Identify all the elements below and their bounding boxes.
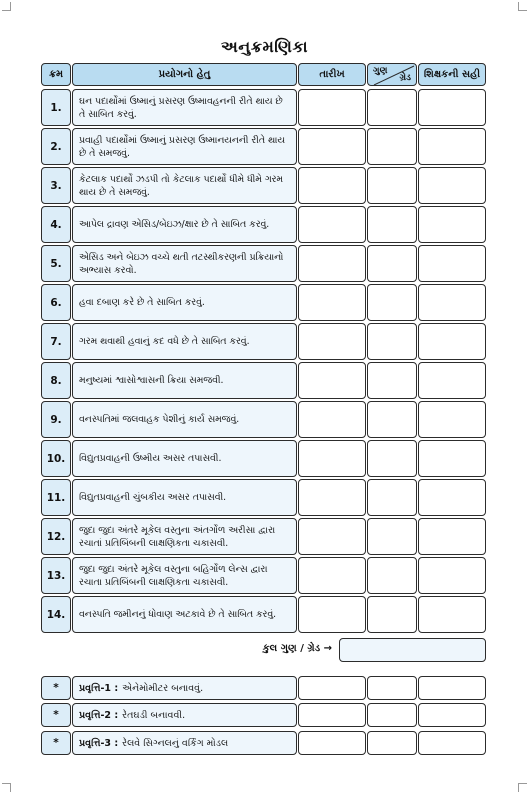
signature-cell[interactable] <box>418 401 486 438</box>
row-number: 5. <box>41 245 71 282</box>
marks-grade-cell[interactable] <box>367 245 417 282</box>
signature-cell[interactable] <box>418 440 486 477</box>
crop-mark-top-right <box>518 2 527 11</box>
marks-grade-cell[interactable] <box>367 596 417 633</box>
crop-mark-bottom-left <box>2 783 11 792</box>
marks-grade-cell[interactable] <box>367 128 417 165</box>
marks-grade-cell[interactable] <box>367 323 417 360</box>
total-grade-box[interactable] <box>339 638 486 662</box>
date-cell[interactable] <box>298 557 366 594</box>
signature-cell[interactable] <box>418 596 486 633</box>
row-number: 2. <box>41 128 71 165</box>
crop-mark-bottom-right <box>518 783 527 792</box>
marks-grade-cell[interactable] <box>367 401 417 438</box>
row-number: 1. <box>41 89 71 126</box>
marks-grade-cell[interactable] <box>367 206 417 243</box>
row-aim: જુદા જુદા અંતરે મૂકેલ વસ્તુના અંતર્ગોળ અરીસા દ્વારા રચાતાં પ્રતિબિંબની લાક્ષણિકતા ચકાસવી. <box>72 518 297 555</box>
date-cell[interactable] <box>298 362 366 399</box>
signature-cell[interactable] <box>418 245 486 282</box>
signature-cell[interactable] <box>418 206 486 243</box>
header-no: ક્રમ <box>41 63 71 86</box>
marks-grade-cell[interactable] <box>367 703 417 727</box>
marks-grade-cell[interactable] <box>367 362 417 399</box>
header-grade: ગ્રેડ <box>399 73 411 83</box>
header-aim: પ્રયોગનો હેતુ <box>72 63 297 86</box>
marks-grade-cell[interactable] <box>367 284 417 321</box>
row-number: 11. <box>41 479 71 516</box>
header-signature: શિક્ષકની સહી <box>418 63 486 86</box>
marks-grade-cell[interactable] <box>367 479 417 516</box>
header-date: તારીખ <box>298 63 366 86</box>
signature-cell[interactable] <box>418 167 486 204</box>
marks-grade-cell[interactable] <box>367 731 417 755</box>
activity-marker: * <box>41 703 71 727</box>
date-cell[interactable] <box>298 401 366 438</box>
date-cell[interactable] <box>298 479 366 516</box>
row-aim: પ્રવાહી પદાર્થોમાં ઉષ્માનું પ્રસરણ ઉષ્માનયનની રીતે થાય છે તે સમજવું. <box>72 128 297 165</box>
date-cell[interactable] <box>298 206 366 243</box>
activity-marker: * <box>41 731 71 755</box>
row-aim: મનુષ્યમાં શ્વાસોશ્વાસની ક્રિયા સમજવી. <box>72 362 297 399</box>
marks-grade-cell[interactable] <box>367 676 417 700</box>
activity-label: પ્રવૃત્તિ-3 : <box>79 737 119 749</box>
date-cell[interactable] <box>298 703 366 727</box>
activity-description: એનેમોમીટર બનાવવું. <box>122 682 204 694</box>
activity-text <box>72 676 297 700</box>
activity-description: રેલવે સિગ્નલનું વર્કિંગ મોડલ <box>122 737 229 749</box>
row-number: 7. <box>41 323 71 360</box>
row-number: 13. <box>41 557 71 594</box>
row-aim: વિદ્યુતપ્રવાહની ચુંબકીય અસર તપાસવી. <box>72 479 297 516</box>
row-number: 10. <box>41 440 71 477</box>
date-cell[interactable] <box>298 440 366 477</box>
row-aim: હવા દબાણ કરે છે તે સાબિત કરવું. <box>72 284 297 321</box>
row-number: 6. <box>41 284 71 321</box>
row-number: 9. <box>41 401 71 438</box>
row-number: 12. <box>41 518 71 555</box>
signature-cell[interactable] <box>418 362 486 399</box>
signature-cell[interactable] <box>418 731 486 755</box>
date-cell[interactable] <box>298 245 366 282</box>
activity-label: પ્રવૃત્તિ-2 : <box>79 709 119 721</box>
header-marks-grade <box>367 63 417 86</box>
date-cell[interactable] <box>298 676 366 700</box>
marks-grade-cell[interactable] <box>367 518 417 555</box>
page-title: અનુક્રમણિકા <box>220 37 309 56</box>
signature-cell[interactable] <box>418 479 486 516</box>
row-number: 14. <box>41 596 71 633</box>
row-aim: વિદ્યુતપ્રવાહની ઉષ્મીય અસર તપાસવી. <box>72 440 297 477</box>
signature-cell[interactable] <box>418 323 486 360</box>
signature-cell[interactable] <box>418 89 486 126</box>
activity-label: પ્રવૃત્તિ-1 : <box>79 682 119 694</box>
header-marks: ગુણ <box>373 66 388 76</box>
crop-mark-top-left <box>2 2 11 11</box>
marks-grade-cell[interactable] <box>367 557 417 594</box>
date-cell[interactable] <box>298 167 366 204</box>
row-number: 4. <box>41 206 71 243</box>
signature-cell[interactable] <box>418 703 486 727</box>
marks-grade-cell[interactable] <box>367 89 417 126</box>
date-cell[interactable] <box>298 731 366 755</box>
signature-cell[interactable] <box>418 557 486 594</box>
activity-description: રેતઘડી બનાવવી. <box>122 709 186 721</box>
date-cell[interactable] <box>298 284 366 321</box>
total-label: કુલ ગુણ / ગ્રેડ → <box>262 643 332 654</box>
row-aim: આપેલ દ્રાવણ એસિડ/બેઇઝ/ક્ષાર છે તે સાબિત કરવું. <box>72 206 297 243</box>
row-aim: કેટલાક પદાર્થો ઝડપી તો કેટલાક પદાર્થો ધીમે ધીમે ગરમ થાય છે તે સમજવું. <box>72 167 297 204</box>
marks-grade-cell[interactable] <box>367 167 417 204</box>
activity-marker: * <box>41 676 71 700</box>
date-cell[interactable] <box>298 323 366 360</box>
date-cell[interactable] <box>298 89 366 126</box>
signature-cell[interactable] <box>418 676 486 700</box>
row-aim: ઘન પદાર્થોમાં ઉષ્માનું પ્રસરણ ઉષ્માવહનની રીતે થાય છે તે સાબિત કરવું. <box>72 89 297 126</box>
row-aim: વનસ્પતિ જમીનનું ધોવાણ અટકાવે છે તે સાબિત કરવું. <box>72 596 297 633</box>
row-aim: વનસ્પતિમાં જલવાહક પેશીનું કાર્ય સમજવું. <box>72 401 297 438</box>
signature-cell[interactable] <box>418 128 486 165</box>
row-number: 8. <box>41 362 71 399</box>
row-number: 3. <box>41 167 71 204</box>
signature-cell[interactable] <box>418 518 486 555</box>
date-cell[interactable] <box>298 128 366 165</box>
row-aim: એસિડ અને બેઇઝ વચ્ચે થતી તટસ્થીકરણની પ્રક્રિયાનો અભ્યાસ કરવો. <box>72 245 297 282</box>
marks-grade-cell[interactable] <box>367 440 417 477</box>
date-cell[interactable] <box>298 596 366 633</box>
activity-text <box>72 703 297 727</box>
activity-text <box>72 731 297 755</box>
date-cell[interactable] <box>298 518 366 555</box>
row-aim: જુદા જુદા અંતરે મૂકેલ વસ્તુના બહિર્ગોળ લેન્સ દ્વારા રચાતા પ્રતિબિંબની લાક્ષણિકતા ચકાસવી. <box>72 557 297 594</box>
signature-cell[interactable] <box>418 284 486 321</box>
row-aim: ગરમ થવાથી હવાનું કદ વધે છે તે સાબિત કરવું. <box>72 323 297 360</box>
